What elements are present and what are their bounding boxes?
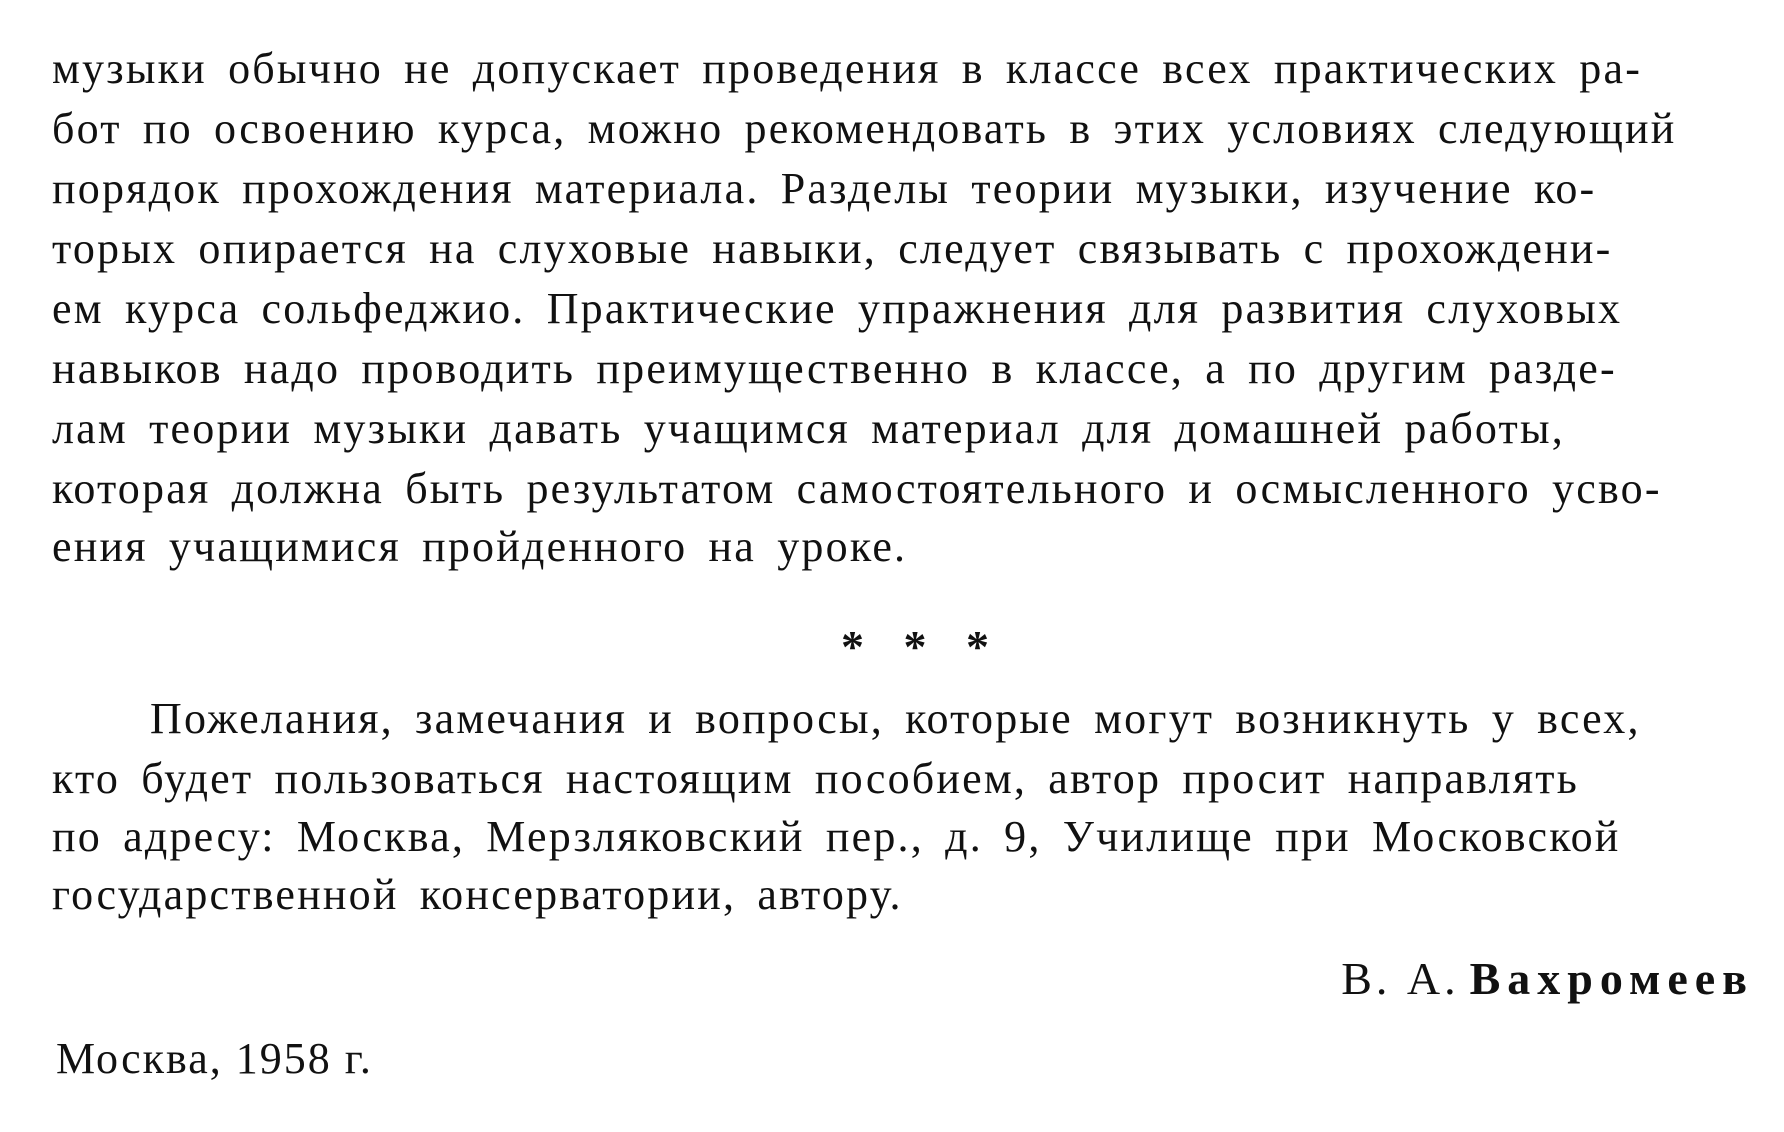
paragraph-line: кто будет пользоваться настоящим пособием, автор просит направлять: [52, 754, 1579, 803]
paragraph-line: бот по освоению курса, можно рекомендовать в этих условиях следующий: [52, 104, 1677, 153]
paragraph-line: по адресу: Москва, Мерзляковский пер., д. 9, Училище при Московской: [52, 812, 1621, 861]
author-surname: Вахромеев: [1469, 953, 1754, 1004]
paragraph-line: ения учащимися пройденного на уроке.: [52, 522, 908, 571]
paragraph-line: Пожелания, замечания и вопросы, которые могут возникнуть у всех,: [150, 694, 1641, 743]
author-initials: В. А.: [1341, 953, 1460, 1004]
paragraph-line: торых опирается на слуховые навыки, следует связывать с прохождени-: [52, 224, 1613, 273]
paragraph-line: ем курса сольфеджио. Практические упражнения для развития слуховых: [52, 284, 1623, 333]
paragraph-line: государственной консерватории, автору.: [52, 870, 903, 919]
paragraph-line: лам теории музыки давать учащимся материал для домашней работы,: [52, 404, 1565, 453]
place-and-date: Москва, 1958 г.: [56, 1034, 373, 1083]
section-separator: * * *: [841, 621, 1003, 672]
paragraph-line: музыки обычно не допускает проведения в классе всех практических ра-: [52, 44, 1643, 93]
paragraph-line: которая должна быть результатом самостоятельного и осмысленного усво-: [52, 464, 1662, 513]
paragraph-line: порядок прохождения материала. Разделы теории музыки, изучение ко-: [52, 164, 1597, 213]
author-signature: [1341, 950, 1754, 1008]
paragraph-line: навыков надо проводить преимущественно в классе, а по другим разде-: [52, 344, 1617, 393]
